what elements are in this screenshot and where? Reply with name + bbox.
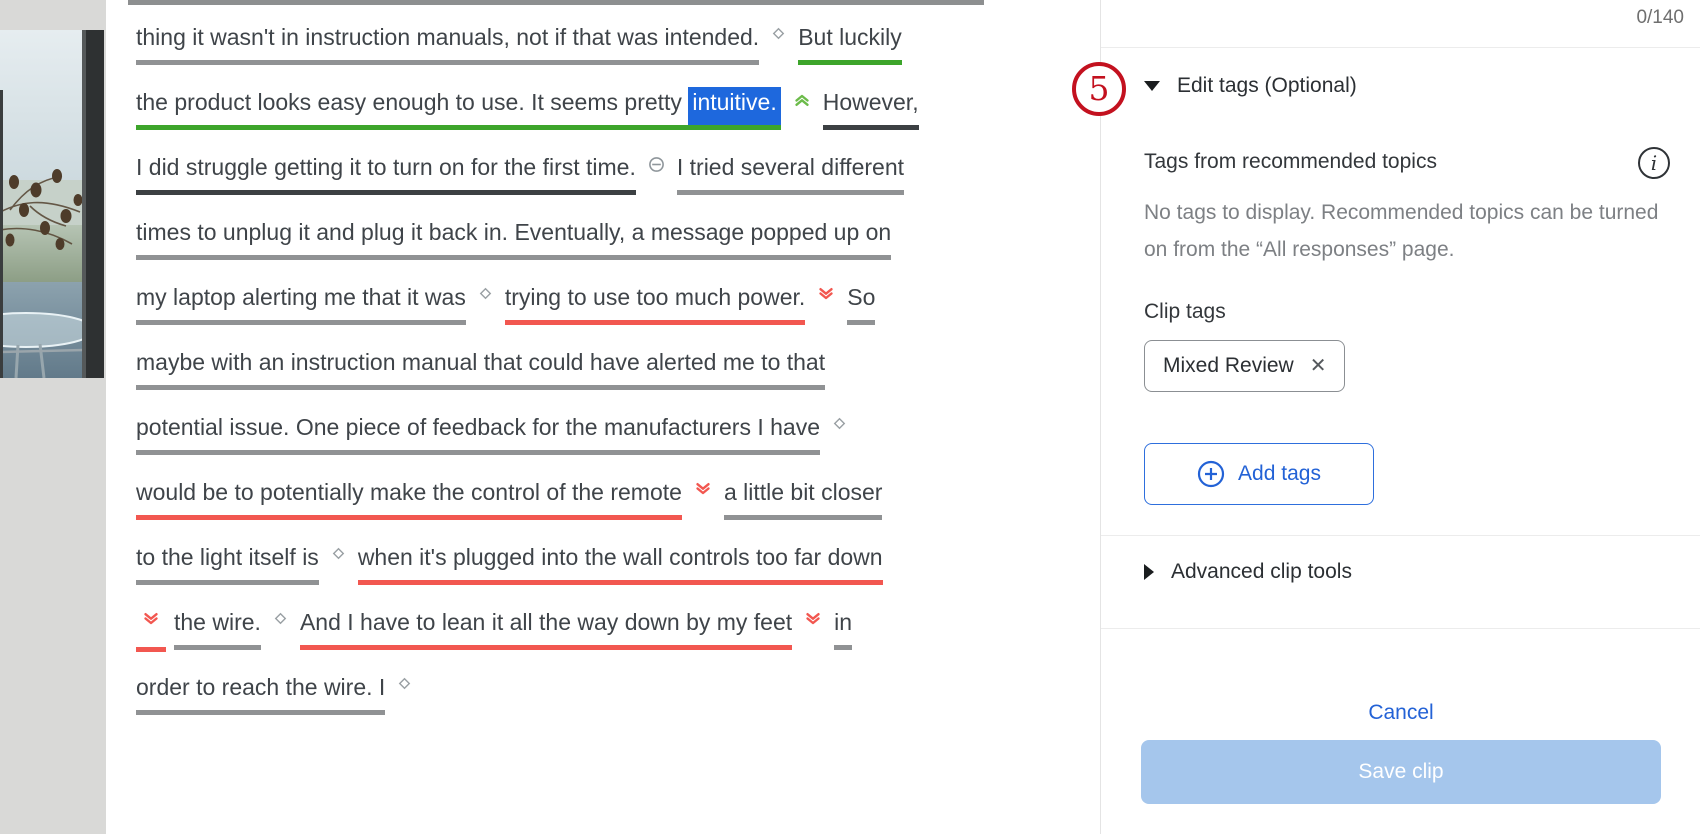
save-clip-button[interactable]: Save clip	[1141, 740, 1661, 804]
neutral-sentiment-icon[interactable]	[648, 156, 665, 173]
clip-tag-chip[interactable]	[1144, 340, 1345, 392]
chevron-right-icon	[1144, 564, 1154, 580]
transcript-line	[136, 477, 1066, 542]
negative-sentiment-icon[interactable]	[804, 611, 822, 628]
negative-sentiment-icon[interactable]	[142, 611, 160, 628]
transcript-segment[interactable]: a little bit closer	[724, 477, 883, 520]
add-tags-button[interactable]	[1144, 443, 1374, 505]
transcript-segment[interactable]: trying to use too much power.	[505, 282, 805, 325]
transcript-panel	[106, 0, 1100, 834]
highlighted-word[interactable]: intuitive.	[688, 87, 780, 130]
transcript-segment[interactable]: thing it wasn't in instruction manuals, not if that was intended.	[136, 22, 759, 65]
recommended-topics-empty-message: No tags to display. Recommended topics can be turned on from the “All responses” page.	[1144, 201, 1659, 261]
video-frame-thumbnail	[0, 30, 104, 378]
edit-tags-section-header[interactable]	[1144, 74, 1357, 98]
divider	[1101, 628, 1700, 629]
transcript-line	[136, 347, 1066, 412]
transcript-line	[136, 217, 1066, 282]
transcript-line	[136, 282, 1066, 347]
transcript-segment[interactable]: And I have to lean it all the way down by my feet	[300, 607, 792, 650]
transcript-line	[136, 87, 1066, 152]
add-tags-label: Add tags	[1238, 462, 1321, 485]
transcript-segment[interactable]: would be to potentially make the control of the remote	[136, 477, 682, 520]
transcript-line	[136, 672, 1066, 737]
recommended-topics-label: Tags from recommended topics	[1144, 150, 1437, 173]
transcript-segment[interactable]: to the light itself is	[136, 542, 319, 585]
clip-marker-diamond-icon[interactable]	[273, 611, 288, 626]
clipped-previous-line-underline	[128, 0, 984, 5]
transcript-line	[136, 542, 1066, 607]
positive-sentiment-icon[interactable]	[793, 91, 811, 108]
advanced-clip-tools-label: Advanced clip tools	[1171, 560, 1352, 583]
clip-marker-diamond-icon[interactable]	[832, 416, 847, 431]
character-counter: 0/140	[1636, 7, 1684, 28]
clip-details-panel	[1088, 0, 1700, 834]
annotation-step-badge: 5	[1072, 62, 1126, 116]
transcript-segment[interactable]: I did struggle getting it to turn on for the first time.	[136, 152, 636, 195]
transcript-segment[interactable]: my laptop alerting me that it was	[136, 282, 466, 325]
clip-marker-diamond-icon[interactable]	[771, 26, 786, 41]
edit-tags-label: Edit tags (Optional)	[1177, 74, 1357, 97]
clip-tag-chip-label: Mixed Review	[1163, 354, 1294, 377]
transcript-segment[interactable]: order to reach the wire. I	[136, 672, 385, 715]
video-thumbnail-rail	[0, 0, 106, 834]
clip-marker-diamond-icon[interactable]	[478, 286, 493, 301]
transcript-segment[interactable]: maybe with an instruction manual that could have alerted me to that	[136, 347, 825, 390]
transcript-line	[136, 412, 1066, 477]
divider	[1101, 535, 1700, 536]
transcript-line	[136, 607, 1066, 672]
transcript-line	[136, 22, 1066, 87]
transcript-line	[136, 152, 1066, 217]
transcript-segment[interactable]: However,	[823, 87, 919, 130]
remove-tag-icon[interactable]: ✕	[1309, 355, 1327, 377]
transcript-segment[interactable]: But luckily	[798, 22, 902, 65]
transcript-segment[interactable]: potential issue. One piece of feedback for the manufacturers I have	[136, 412, 820, 455]
transcript-segment[interactable]: So	[847, 282, 875, 325]
transcript-segment[interactable]: times to unplug it and plug it back in. Eventually, a message popped up on	[136, 217, 891, 260]
transcript-segment[interactable]: the wire.	[174, 607, 261, 650]
divider	[1101, 47, 1700, 48]
info-icon[interactable]: i	[1638, 147, 1670, 179]
negative-sentiment-icon[interactable]	[694, 481, 712, 498]
negative-sentiment-icon[interactable]	[817, 286, 835, 303]
transcript-segment[interactable]: I tried several different	[677, 152, 904, 195]
clip-tags-label: Clip tags	[1144, 300, 1226, 323]
clip-marker-diamond-icon[interactable]	[397, 676, 412, 691]
transcript-segment[interactable]: the product looks easy enough to use. It seems pretty	[136, 87, 688, 130]
transcript-lines	[136, 22, 1066, 737]
chevron-down-icon	[1144, 81, 1160, 91]
transcript-segment[interactable]: when it's plugged into the wall controls too far down	[358, 542, 883, 585]
transcript-segment[interactable]: in	[834, 607, 852, 650]
cancel-button[interactable]: Cancel	[1368, 701, 1434, 724]
advanced-clip-tools-header[interactable]	[1144, 560, 1352, 584]
clip-marker-diamond-icon[interactable]	[331, 546, 346, 561]
circle-plus-icon	[1197, 460, 1225, 488]
transcript-segment[interactable]	[136, 607, 166, 652]
